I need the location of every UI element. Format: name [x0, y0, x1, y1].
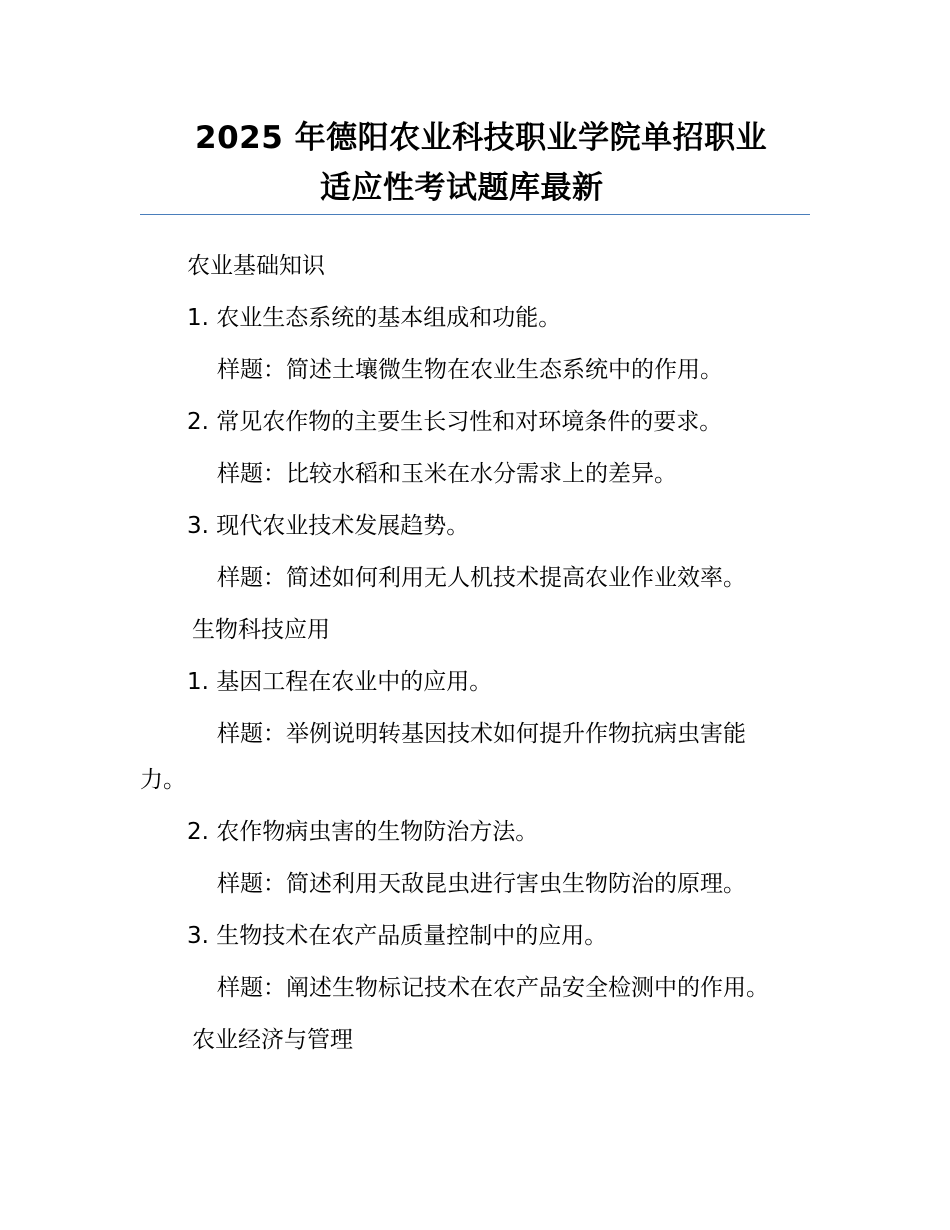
sample-question: 样题：简述利用天敌昆虫进行害虫生物防治的原理。 — [217, 871, 746, 897]
sample-question: 样题：阐述生物标记技术在农产品安全检测中的作用。 — [217, 975, 769, 1001]
title-line-1: 2025 年德阳农业科技职业学院单招职业 — [195, 120, 768, 156]
sample-question: 样题：简述土壤微生物在农业生态系统中的作用。 — [217, 357, 723, 383]
document-title — [140, 113, 810, 213]
sample-question: 样题：简述如何利用无人机技术提高农业作业效率。 — [217, 565, 746, 591]
question-item: 2. 常见农作物的主要生长习性和对环境条件的要求。 — [187, 409, 723, 435]
sample-question: 样题：举例说明转基因技术如何提升作物抗病虫害能 — [217, 721, 746, 747]
section-heading-agriculture-basics: 农业基础知识 — [187, 253, 325, 279]
question-item: 3. 现代农业技术发展趋势。 — [187, 513, 470, 539]
section-heading-biotech-applications: 生物科技应用 — [192, 617, 330, 643]
title-underline-divider — [140, 214, 810, 215]
document-body — [140, 240, 810, 1066]
question-item: 2. 农作物病虫害的生物防治方法。 — [187, 819, 539, 845]
title-line-2: 适应性考试题库最新 — [320, 170, 604, 206]
sample-question-continuation: 力。 — [140, 767, 186, 793]
sample-question: 样题：比较水稻和玉米在水分需求上的差异。 — [217, 461, 677, 487]
question-item: 1. 农业生态系统的基本组成和功能。 — [187, 305, 562, 331]
question-item: 1. 基因工程在农业中的应用。 — [187, 669, 493, 695]
section-heading-agri-economics: 农业经济与管理 — [192, 1027, 353, 1053]
question-item: 3. 生物技术在农产品质量控制中的应用。 — [187, 923, 608, 949]
